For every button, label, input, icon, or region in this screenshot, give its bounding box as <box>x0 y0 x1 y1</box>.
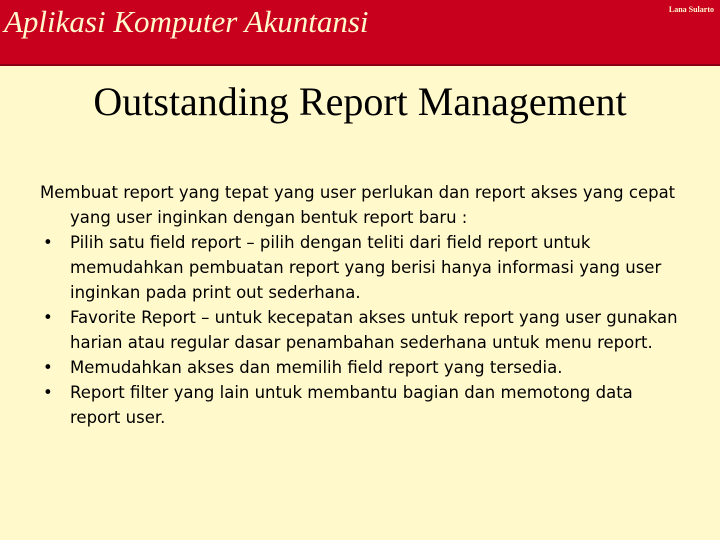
slide-body <box>40 180 688 430</box>
bullet-icon: • <box>43 383 53 402</box>
bullet-item <box>40 305 688 355</box>
bullet-text: Memudahkan akses dan memilih field report yang tersedia. <box>70 358 563 377</box>
bullet-item <box>40 230 688 305</box>
bullet-icon: • <box>43 308 53 327</box>
header-title: Aplikasi Komputer Akuntansi <box>4 4 369 39</box>
header-author: Lana Sularto <box>668 5 714 14</box>
bullet-icon: • <box>43 233 53 252</box>
bullet-text: Favorite Report – untuk kecepatan akses untuk report yang user gunakan harian atau regular dasar penambahan sederhana untuk menu report. <box>70 308 678 352</box>
slide-title: Outstanding Report Management <box>93 79 627 124</box>
bullet-list <box>40 230 688 430</box>
bullet-item <box>40 380 688 430</box>
header-bar <box>0 0 720 66</box>
bullet-text: Report filter yang lain untuk membantu bagian dan memotong data report user. <box>70 383 633 427</box>
bullet-icon: • <box>43 358 53 377</box>
intro-paragraph: Membuat report yang tepat yang user perlukan dan report akses yang cepat yang user inginkan dengan bentuk report baru : <box>40 183 676 227</box>
bullet-text: Pilih satu field report – pilih dengan teliti dari field report untuk memudahkan pembuatan report yang berisi hanya informasi yang user inginkan pada print out sederhana. <box>70 233 662 302</box>
bullet-item <box>40 355 688 380</box>
